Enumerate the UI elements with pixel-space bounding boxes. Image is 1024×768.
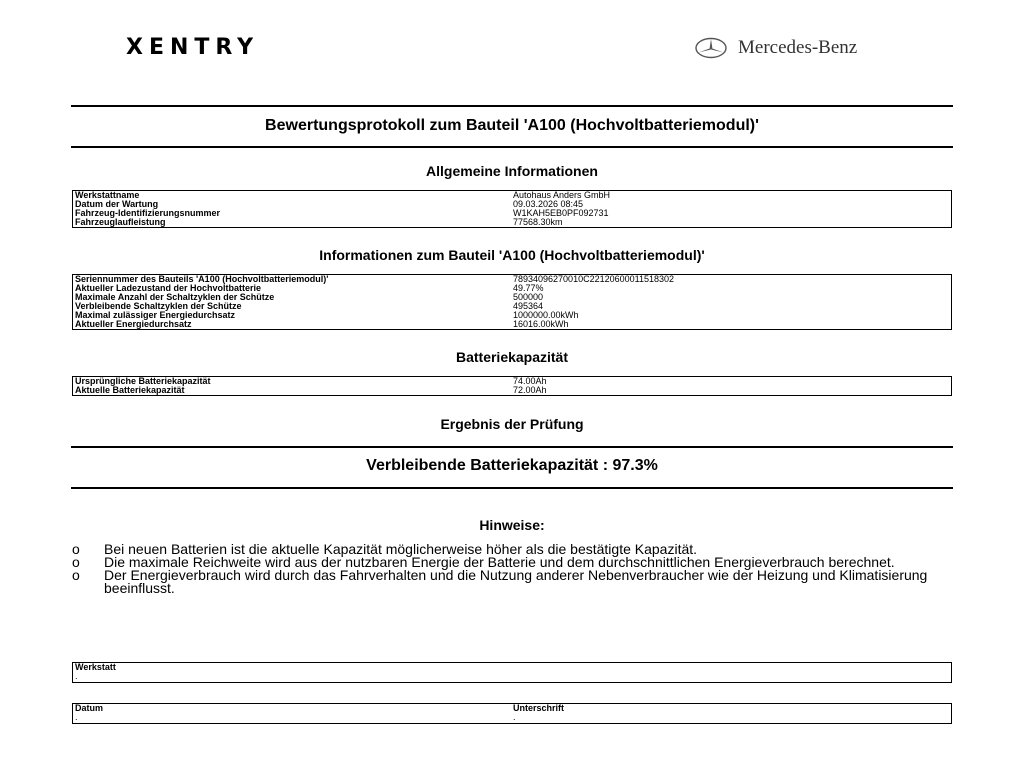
note-text: Der Energieverbrauch wird durch das Fahrverhalten und die Nutzung anderer Nebenverbraucher wie der Heizung und Klimatisierung beeinflusst. [104, 567, 928, 596]
general-info-table [72, 190, 952, 228]
workshop-value: . [75, 671, 78, 681]
table-row [73, 218, 951, 227]
divider [71, 105, 953, 107]
section-heading-general: Allgemeine Informationen [426, 163, 598, 179]
notes-list [72, 543, 952, 595]
row-value: 78934096270010C22120600011518302 [513, 274, 674, 284]
table-row [73, 320, 951, 329]
row-value: 72.00Ah [513, 385, 547, 395]
mercedes-star-icon [694, 37, 728, 59]
row-label: Verbleibende Schaltzyklen der Schütze [75, 301, 242, 311]
row-label: Maximale Anzahl der Schaltzyklen der Schütze [75, 292, 275, 302]
row-label: Maximal zulässiger Energiedurchsatz [75, 310, 236, 320]
section-heading-component: Informationen zum Bauteil 'A100 (Hochvoltbatteriemodul)' [319, 247, 705, 263]
workshop-label: Werkstatt [75, 662, 116, 672]
signature-label: Unterschrift [513, 703, 565, 713]
table-row [73, 386, 951, 395]
result-text: Verbleibende Batteriekapazität : 97.3% [366, 457, 658, 474]
divider [71, 487, 953, 489]
signature-value: . [513, 712, 516, 722]
row-value: Autohaus Anders GmbH [513, 190, 611, 200]
row-label: Fahrzeug-Identifizierungsnummer [75, 208, 221, 218]
table-row [73, 311, 951, 320]
row-label: Datum der Wartung [75, 199, 159, 209]
signature-label-row [73, 704, 951, 713]
mercedes-benz-logo [694, 36, 857, 60]
bullet: o [72, 567, 80, 583]
workshop-value-row [73, 672, 951, 681]
row-label: Fahrzeuglaufleistung [75, 217, 166, 227]
row-value: 49.77% [513, 283, 544, 293]
document-title: Bewertungsprotokoll zum Bauteil 'A100 (Hochvoltbatteriemodul)' [265, 117, 759, 134]
capacity-table [72, 376, 952, 396]
row-value: 77568.30km [513, 217, 563, 227]
row-value: 74.00Ah [513, 376, 547, 386]
divider [71, 446, 953, 448]
list-item [72, 569, 952, 595]
row-value: 09.03.2026 08:45 [513, 199, 584, 209]
bullet: o [72, 541, 80, 557]
signature-box [72, 703, 952, 724]
note-text: Die maximale Reichweite wird aus der nutzbaren Energie der Batterie und dem durchschnittlichen Energieverbrauch berechnet. [104, 554, 895, 570]
row-label: Ursprüngliche Batteriekapazität [75, 376, 211, 386]
section-heading-capacity: Batteriekapazität [455, 349, 569, 365]
row-label: Seriennummer des Bauteils 'A100 (Hochvoltbatteriemodul)' [75, 274, 329, 284]
row-label: Aktueller Ladezustand der Hochvoltbatterie [75, 283, 262, 293]
component-info-table [72, 274, 952, 330]
row-value: 16016.00kWh [513, 319, 569, 329]
note-text: Bei neuen Batterien ist die aktuelle Kapazität möglicherweise höher als die bestätigte Kapazität. [104, 541, 698, 557]
date-label: Datum [75, 703, 104, 713]
row-label: Aktuelle Batteriekapazität [75, 385, 185, 395]
row-value: W1KAH5EB0PF092731 [513, 208, 609, 218]
row-value: 500000 [513, 292, 544, 302]
row-value: 1000000.00kWh [513, 310, 579, 320]
workshop-box [72, 662, 952, 683]
table-row [73, 191, 951, 200]
table-row [73, 209, 951, 218]
bullet: o [72, 554, 80, 570]
brand-name: Mercedes-Benz [738, 37, 858, 58]
divider [71, 146, 953, 148]
row-label: Aktueller Energiedurchsatz [75, 319, 192, 329]
date-value: . [75, 712, 78, 722]
section-heading-result: Ergebnis der Prüfung [440, 416, 584, 432]
table-row [73, 377, 951, 386]
workshop-row [73, 663, 951, 672]
row-value: 495364 [513, 301, 544, 311]
signature-value-row [73, 713, 951, 722]
section-heading-notes: Hinweise: [479, 517, 545, 533]
row-label: Werkstattname [75, 190, 140, 200]
xentry-logo: XENTRY [126, 35, 260, 60]
